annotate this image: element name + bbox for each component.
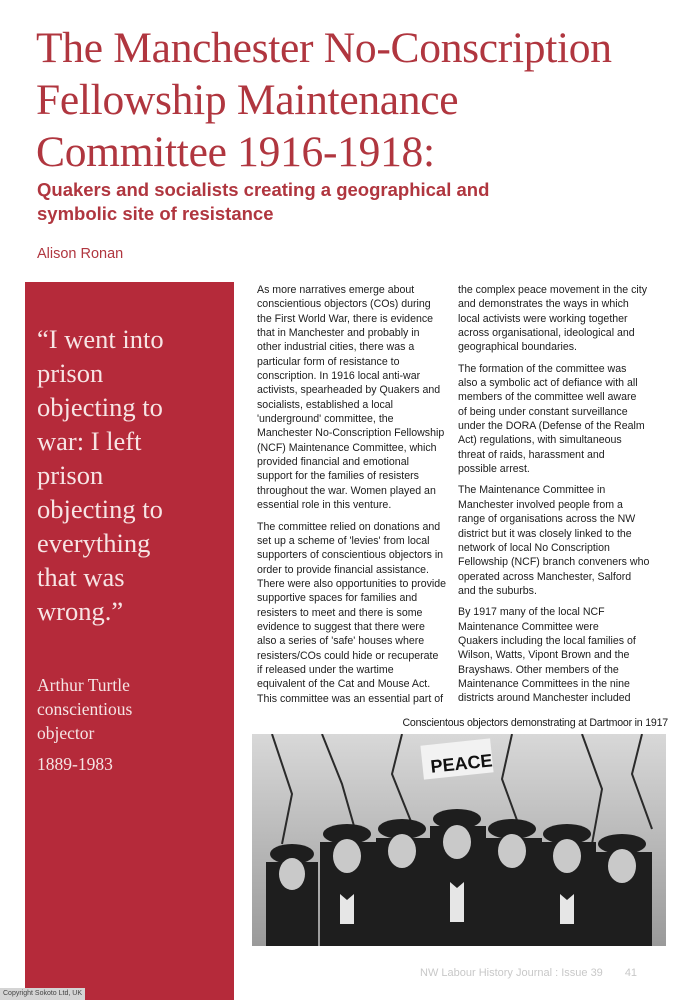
text-line: under the DORA (Defense of the Realm	[458, 420, 645, 433]
body-column-1	[257, 283, 463, 713]
text-line: supporters of conscientious objectors in	[257, 549, 444, 562]
page-footer	[420, 967, 670, 979]
text-line: prison	[37, 460, 104, 490]
text-line: and the suburbs.	[458, 584, 537, 597]
text-line: that was	[37, 562, 125, 592]
text-line: operated across Manchester, Salford	[458, 570, 632, 583]
text-line: conscientious	[37, 699, 133, 719]
photo-caption: Conscientous objectors demonstrating at Dartmoor in 1917	[402, 717, 668, 729]
text-line: The Maintenance Committee in	[458, 484, 606, 497]
body-paragraph	[458, 362, 664, 477]
text-line: “I went into	[37, 324, 164, 354]
text-line: threat of raids, harassment and	[458, 448, 605, 461]
text-line: wrong.”	[37, 596, 124, 626]
text-line: There were also opportunities to provide	[257, 577, 447, 590]
text-line: local activists were working together	[458, 312, 628, 325]
body-column-2	[458, 283, 664, 713]
text-line: war: I left	[37, 426, 142, 456]
text-line: if released under the wartime	[257, 663, 394, 676]
text-line: the First World War, there is evidence	[257, 312, 434, 325]
text-line: The committee relied on donations and	[257, 520, 441, 533]
photo-illustration	[252, 734, 666, 946]
text-line: geographical boundaries.	[458, 341, 577, 354]
text-line: The Manchester No-Conscription	[36, 24, 612, 72]
text-line: prison	[37, 358, 104, 388]
body-paragraph	[458, 483, 664, 598]
text-line: also a symbolic act of defiance with all	[458, 377, 638, 390]
text-line: Committee 1916-1918:	[36, 128, 435, 176]
text-line: across organisational, ideological and	[458, 327, 635, 340]
text-line: evidence to suggest that there were	[257, 620, 425, 633]
text-line: equivalent of the Cat and Mouse Act.	[257, 678, 431, 691]
text-line: conscription. In 1916 local anti-war	[257, 370, 421, 383]
text-line: other industrial cities, there was a	[257, 341, 415, 354]
body-paragraph	[257, 283, 463, 513]
text-line: everything	[37, 528, 151, 558]
author-name: Alison Ronan	[37, 246, 124, 262]
body-paragraph	[458, 605, 664, 705]
copyright-notice: Copyright Sokoto Ltd, UK	[0, 988, 85, 1000]
text-line: Manchester No-Conscription Fellowship	[257, 427, 445, 440]
text-line: of being under constant surveillance	[458, 405, 628, 418]
text-line: order to provide financial assistance.	[257, 563, 429, 576]
text-line: districts around Manchester included	[458, 692, 631, 705]
text-line: 'underground' committee, the	[257, 413, 394, 426]
text-line: socialists, established a local	[257, 398, 394, 411]
text-line: objecting to	[37, 392, 163, 422]
text-line: possible arrest.	[458, 463, 530, 476]
text-line: Maintenance Committees in the nine	[458, 677, 630, 690]
text-line: objecting to	[37, 494, 163, 524]
text-line: conscientious objectors (COs) during	[257, 298, 431, 311]
text-line: that in Manchester and probably in	[257, 327, 420, 340]
pull-quote	[37, 322, 217, 628]
text-line: Arthur Turtle	[37, 675, 130, 695]
text-line: Fellowship Maintenance	[36, 76, 459, 124]
text-line: throughout the war. Women played an	[257, 484, 436, 497]
article-title	[36, 22, 666, 178]
text-line: district but it was closely linked to the	[458, 527, 632, 540]
body-paragraph	[458, 283, 664, 355]
text-line: activists, spearheaded by Quakers and	[257, 384, 441, 397]
text-line: This committee was an essential part of	[257, 692, 444, 705]
text-line: Quakers including the local families of	[458, 634, 636, 647]
text-line: objector	[37, 723, 95, 743]
historical-photo	[252, 734, 666, 946]
page-number: 41	[624, 967, 638, 979]
quote-attribution	[37, 673, 222, 776]
text-line: resisters to meet and there is some	[257, 606, 423, 619]
photo-banner-text: PEACE	[429, 750, 494, 777]
text-line: members of the committee well aware	[458, 391, 637, 404]
text-line: essential role in this venture.	[257, 499, 392, 512]
attribution-years: 1889-1983	[37, 754, 113, 774]
text-line: particular form of resistance to	[257, 355, 400, 368]
text-line: range of organisations across the NW	[458, 513, 636, 526]
text-line: set up a scheme of 'levies' from local	[257, 534, 430, 547]
text-line: Fellowship (NCF) branch conveners who	[458, 556, 650, 569]
text-line: also a series of 'safe' houses where	[257, 635, 425, 648]
text-line: provided financial and emotional	[257, 456, 409, 469]
text-line: (NCF) Maintenance Committee, which	[257, 441, 437, 454]
body-paragraph	[257, 520, 463, 706]
text-line: network of local No Conscription	[458, 541, 610, 554]
text-line: Wilson, Watts, Vipont Brown and the	[458, 649, 630, 662]
text-line: the complex peace movement in the city	[458, 284, 648, 296]
text-line: Maintenance Committee were	[458, 620, 599, 633]
journal-name: NW Labour History Journal : Issue 39	[420, 967, 603, 979]
text-line: By 1917 many of the local NCF	[458, 606, 605, 619]
text-line: The formation of the committee was	[458, 362, 627, 375]
attribution-lines	[37, 673, 222, 745]
text-line: support for the families of resisters	[257, 470, 419, 483]
text-line: Quakers and socialists creating a geographical and	[37, 179, 490, 200]
text-line: and demonstrates the ways in which	[458, 298, 629, 311]
text-line: Manchester involved people from a	[458, 498, 623, 511]
text-line: As more narratives emerge about	[257, 284, 415, 296]
text-line: Act) regulations, with simultaneous	[458, 434, 622, 447]
text-line: symbolic site of resistance	[37, 203, 274, 224]
article-subtitle	[37, 178, 657, 226]
text-line: resisters/COs could hide or recuperate	[257, 649, 439, 662]
text-line: supportive spaces for families and	[257, 592, 418, 605]
text-line: Brayshaws. Other members of the	[458, 663, 619, 676]
